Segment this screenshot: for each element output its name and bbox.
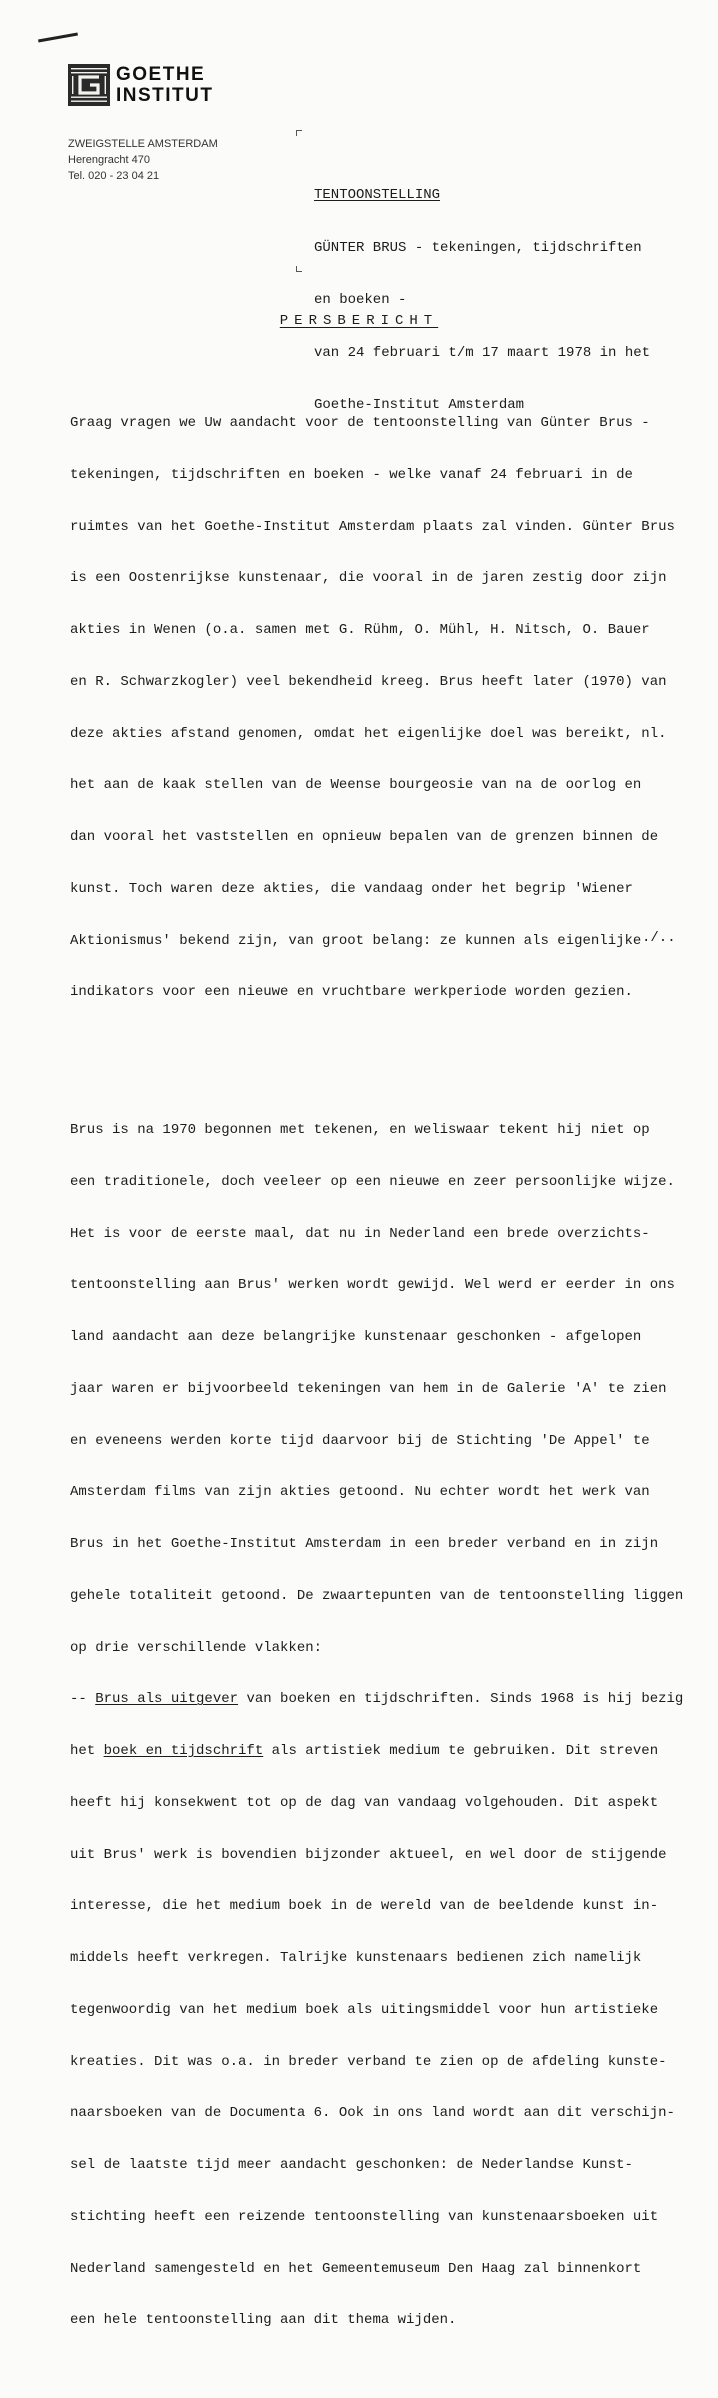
text-line: een traditionele, doch veeleer op een nieuwe en zeer persoonlijke wijze. [70,1173,675,1190]
subject-line: GÜNTER BRUS - tekeningen, tijdschriften [314,239,642,256]
press-release-body [70,346,710,2398]
text-line: heeft hij konsekwent tot op de dag van vandaag volgehouden. Dit aspekt [70,1794,659,1811]
goethe-g-emblem-icon [68,64,110,106]
corner-mark-bottom [296,266,302,272]
text-line: indikators voor een nieuwe en vruchtbare werkperiode worden gezien. [70,984,633,1001]
text-line: naarsboeken van de Documenta 6. Ook in ons land wordt aan dit verschijn- [70,2105,675,2122]
text-line: uit Brus' werk is bovendien bijzonder aktueel, en wel door de stijgende [70,1846,667,1863]
logo-line-2: INSTITUT [116,85,214,106]
text-line: interesse, die het medium boek in de wereld van de beeldende kunst in- [70,1898,659,1915]
text-line: op drie verschillende vlakken: [70,1639,323,1656]
text-line: het aan de kaak stellen van de Weense bourgeosie van na de oorlog en [70,777,642,794]
text-line: Brus in het Goethe-Institut Amsterdam in een breder verband en in zijn [70,1536,659,1552]
text-line: stichting heeft een reizende tentoonstelling van kunstenaarsboeken uit [70,2208,659,2225]
text-line: en eveneens werden korte tijd daarvoor bij de Stichting 'De Appel' te [70,1432,650,1449]
text-line: kunst. Toch waren deze akties, die vandaag onder het begrip 'Wiener [70,880,633,897]
text-line: tentoonstelling aan Brus' werken wordt gewijd. Wel werd er eerder in ons [70,1277,675,1294]
text-line: Het is voor de eerste maal, dat nu in Nederland een brede overzichts- [70,1225,650,1242]
text-line: Aktionismus' bekend zijn, van groot belang: ze kunnen als eigenlijke [70,932,642,949]
book-line-pre: het [70,1743,104,1759]
text-line: middels heeft verkregen. Talrijke kunstenaars bedienen zich namelijk [70,1950,642,1966]
logo-line-1: GOETHE [116,64,206,85]
press-release-title-text: PERSBERICHT [279,313,439,329]
text-line: sel de laatste tijd meer aandacht geschonken: de Nederlandse Kunst- [70,2157,633,2173]
text-line: dan vooral het vaststellen en opnieuw bepalen van de grenzen binnen de [70,829,659,845]
press-release-title [0,313,718,329]
subject-line: en boeken - [314,292,407,308]
page-continuation: ./.. [642,930,676,946]
text-line: is een Oostenrijkse kunstenaar, die vooral in de jaren zestig door zijn [70,570,667,587]
subject-heading: TENTOONSTELLING [314,187,441,203]
text-line: tegenwoordig van het medium boek als uitingsmiddel voor hun artistieke [70,2001,659,2018]
text-line: een hele tentoonstelling aan dit thema wijden. [70,2312,457,2329]
address-block [68,136,218,184]
text-line: jaar waren er bijvoorbeeld tekeningen van hem in de Galerie 'A' te zien [70,1380,667,1397]
branch-name: ZWEIGSTELLE AMSTERDAM [68,138,218,150]
text-line: en R. Schwarzkogler) veel bekendheid kreeg. Brus heeft later (1970) van [70,673,667,690]
text-line: Nederland samengesteld en het Gemeentemuseum Den Haag zal binnenkort [70,2260,642,2277]
text-line [70,1743,710,1760]
text-line: kreaties. Dit was o.a. in breder verband te zien op de afdeling kunste- [70,2053,667,2070]
bullet-rest: van boeken en tijdschriften. Sinds 1968 is hij bezig [238,1691,684,1708]
text-line: Amsterdam films van zijn akties getoond. Nu echter wordt het werk van [70,1484,650,1501]
subject-line: Goethe-Institut Amsterdam [314,397,525,413]
text-line: tekeningen, tijdschriften en boeken - welke vanaf 24 februari in de [70,466,633,483]
book-line-rest: als artistiek medium te gebruiken. Dit streven [263,1743,659,1759]
phone-number: Tel. 020 - 23 04 21 [68,170,160,182]
corner-mark-top [296,130,302,136]
text-line: deze akties afstand genomen, omdat het eigenlijke doel was bereikt, nl. [70,725,667,742]
text-line: akties in Wenen (o.a. samen met G. Rühm, O. Mühl, H. Nitsch, O. Bauer [70,622,650,638]
text-line: land aandacht aan deze belangrijke kunstenaar geschonken - afgelopen [70,1329,642,1345]
text-line: Graag vragen we Uw aandacht voor de tentoonstelling van Günter Brus - [70,415,650,431]
logo-wordmark [116,64,214,106]
bullet-prefix: -- [70,1691,96,1708]
text-line: gehele totaliteit getoond. De zwaartepunten van de tentoonstelling liggen [70,1587,684,1604]
subject-line: van 24 februari t/m 17 maart 1978 in het [314,344,651,361]
paragraph-2 [70,1088,710,2365]
book-line-emphasis: boek en tijdschrift [103,1743,264,1759]
bullet-emphasis: Brus als uitgever [95,1691,239,1708]
paragraph-1 [70,381,710,1037]
street-address: Herengracht 470 [68,154,150,166]
pen-mark [38,33,78,43]
text-line: Brus is na 1970 begonnen met tekenen, en weliswaar tekent hij niet op [70,1122,650,1138]
text-line: ruimtes van het Goethe-Institut Amsterdam plaats zal vinden. Günter Brus [70,518,675,535]
bullet-line [70,1691,710,1708]
